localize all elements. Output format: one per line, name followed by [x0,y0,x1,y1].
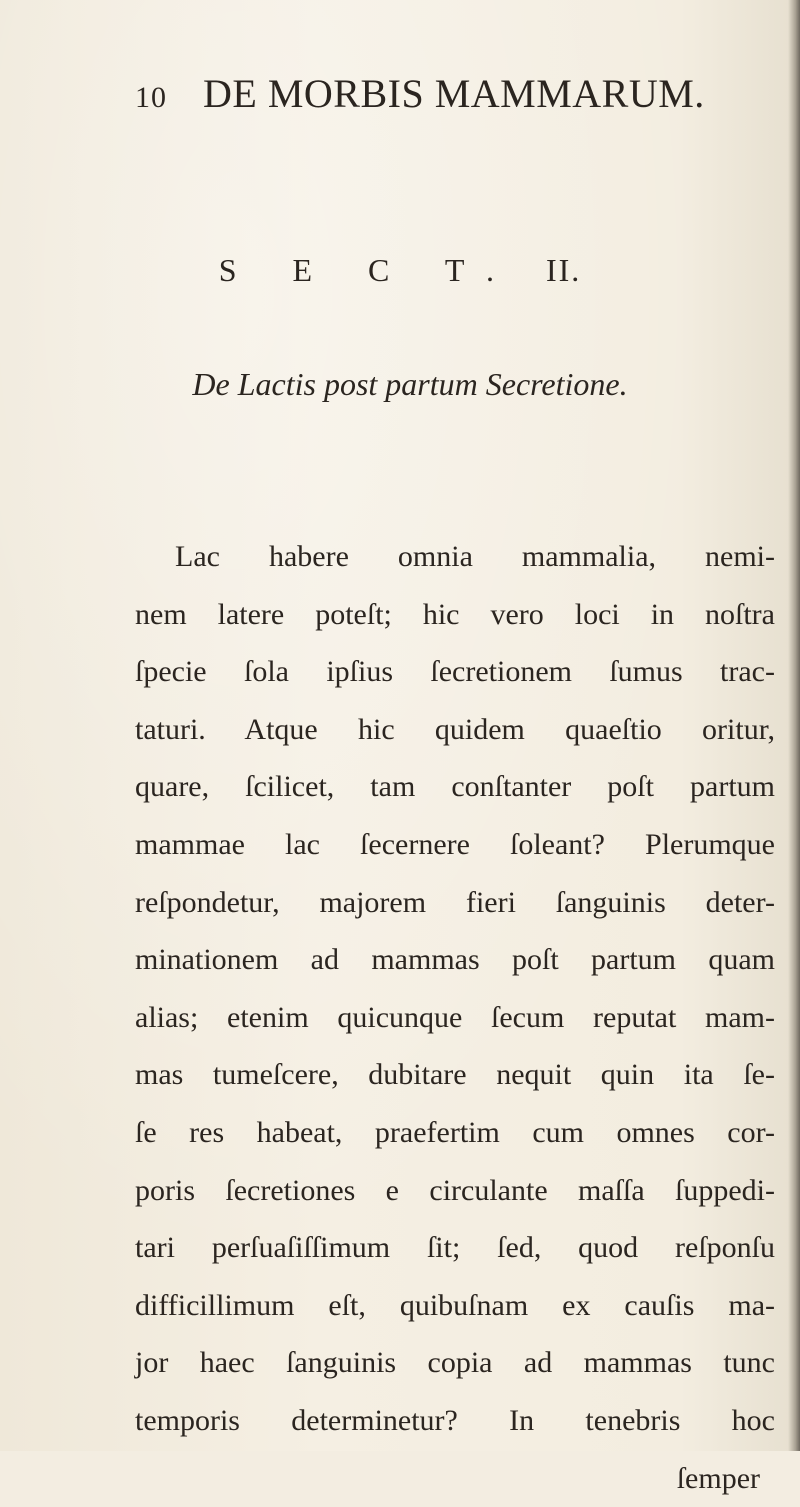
text-line: minationem ad mammas poſt partum quam [135,931,775,989]
text-line: ſpecie ſola ipſius ſecretionem ſumus trac- [135,643,775,701]
section-heading [0,252,800,289]
text-line: ſe res habeat, praefertim cum omnes cor- [135,1104,775,1162]
catchword: ſemper [135,1450,775,1507]
running-head [135,70,705,120]
text-line: mas tumeſcere, dubitare nequit quin ita ſe- [135,1046,775,1104]
section-subtitle: De Lactis post partum Secretione. [0,366,800,403]
text-line: tari perſuaſiſſimum ſit; ſed, quod reſponſu [135,1219,775,1277]
text-line: reſpondetur, majorem fieri ſanguinis deter- [135,874,775,932]
text-line: poris ſecretiones e circulante maſſa ſuppedi- [135,1162,775,1220]
text-line: alias; etenim quicunque ſecum reputat mam- [135,989,775,1047]
text-line: jor haec ſanguinis copia ad mammas tunc [135,1334,775,1392]
section-label: S E C T. [219,252,518,288]
text-line: taturi. Atque hic quidem quaeſtio oritur, [135,701,775,759]
body-text [135,528,775,1507]
text-line: mammae lac ſecernere ſoleant? Plerumque [135,816,775,874]
text-line: quare, ſcilicet, tam conſtanter poſt partum [135,758,775,816]
page-number: 10 [135,81,167,115]
text-line: Lac habere omnia mammalia, nemi- [135,528,775,586]
text-line: nem latere poteſt; hic vero loci in noſtra [135,586,775,644]
text-line: temporis determinetur? In tenebris hoc [135,1392,775,1450]
text-line: difficillimum eſt, quibuſnam ex cauſis ma- [135,1277,775,1335]
section-number: II. [546,252,581,288]
page-edge-shadow [788,0,800,1451]
running-title: DE MORBIS MAMMARUM. [203,70,705,117]
